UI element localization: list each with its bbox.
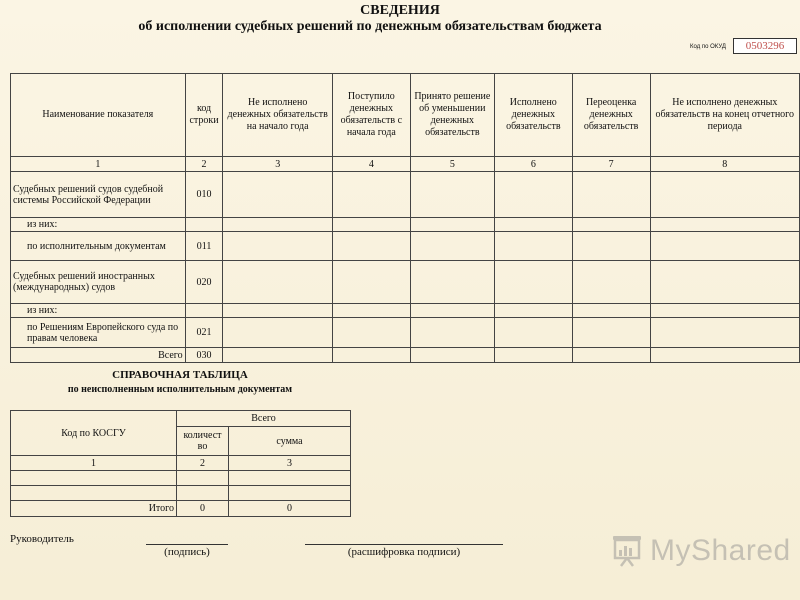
table-row: [11, 261, 800, 304]
value-cell: [650, 172, 799, 218]
value-cell: [494, 318, 572, 348]
row-name: Судебных решений иностранных (международных) судов: [11, 261, 186, 304]
value-cell: [572, 318, 650, 348]
table-header-row: [11, 74, 800, 157]
value-cell: [572, 348, 650, 363]
value-cell: [223, 304, 332, 318]
document-subtitle: об исполнении судебных решений по денежным обязательствам бюджета: [138, 19, 602, 34]
column-number: 1: [11, 157, 186, 172]
value-cell: [410, 232, 494, 261]
value-cell: [494, 348, 572, 363]
total-sum: 0: [229, 501, 351, 517]
reference-subtitle: по неисполненным исполнительным документам: [67, 384, 293, 395]
value-cell: [177, 471, 229, 486]
value-cell: [229, 486, 351, 501]
presentation-icon: [610, 534, 644, 568]
column-number: 6: [494, 157, 572, 172]
watermark-text: MyShared: [650, 534, 791, 567]
row-name: Всего: [11, 348, 186, 363]
signature-line: [146, 544, 228, 545]
total-label: Итого: [11, 501, 177, 517]
ref-number-row: [11, 456, 351, 471]
value-cell: [572, 218, 650, 232]
value-cell: [223, 261, 332, 304]
signature-label: Руководитель: [10, 533, 74, 545]
value-cell: [650, 261, 799, 304]
table-row: [11, 172, 800, 218]
okud-label: Код по ОКУД: [690, 44, 726, 50]
column-header: Поступило денежных обязательств с начала года: [332, 74, 410, 157]
value-cell: [332, 172, 410, 218]
value-cell: [177, 486, 229, 501]
total-header: Всего: [177, 411, 351, 427]
value-cell: [223, 348, 332, 363]
value-cell: [572, 261, 650, 304]
watermark-logo: [610, 534, 791, 568]
column-number: 1: [11, 456, 177, 471]
row-name: по Решениям Европейского суда по правам человека: [11, 318, 186, 348]
row-name: Судебных решений судов судебной системы Российской Федерации: [11, 172, 186, 218]
value-cell: [332, 261, 410, 304]
column-number: 2: [185, 157, 223, 172]
value-cell: [650, 218, 799, 232]
row-code: 030: [185, 348, 223, 363]
row-code: 011: [185, 232, 223, 261]
value-cell: [332, 348, 410, 363]
column-header: код строки: [185, 74, 223, 157]
total-row: [11, 501, 351, 517]
value-cell: [572, 232, 650, 261]
row-code: 020: [185, 261, 223, 304]
row-code: [185, 304, 223, 318]
main-table: [10, 73, 800, 363]
table-row: [11, 486, 351, 501]
value-cell: [229, 471, 351, 486]
row-name: из них:: [11, 304, 186, 318]
column-header: Не исполнено денежных обязательств на конец отчетного периода: [650, 74, 799, 157]
row-name: по исполнительным документам: [11, 232, 186, 261]
signature-caption: (подпись): [164, 546, 210, 558]
value-cell: [494, 261, 572, 304]
okud-code: 0503296: [733, 38, 797, 54]
column-number: 5: [410, 157, 494, 172]
table-row: [11, 232, 800, 261]
sum-header: сумма: [229, 427, 351, 456]
column-number: 8: [650, 157, 799, 172]
value-cell: [494, 232, 572, 261]
table-row: [11, 318, 800, 348]
value-cell: [223, 218, 332, 232]
value-cell: [650, 232, 799, 261]
value-cell: [572, 172, 650, 218]
kosgu-header: Код по КОСГУ: [11, 411, 177, 456]
table-row: [11, 471, 351, 486]
value-cell: [332, 218, 410, 232]
value-cell: [650, 318, 799, 348]
table-row: [11, 218, 800, 232]
total-count: 0: [177, 501, 229, 517]
reference-title: СПРАВОЧНАЯ ТАБЛИЦА: [112, 369, 248, 381]
value-cell: [650, 304, 799, 318]
ref-header-row: [11, 411, 351, 427]
table-row: [11, 304, 800, 318]
column-number: 3: [223, 157, 332, 172]
value-cell: [410, 261, 494, 304]
value-cell: [11, 471, 177, 486]
value-cell: [332, 304, 410, 318]
value-cell: [650, 348, 799, 363]
reference-table: [10, 410, 351, 517]
count-header: количест во: [177, 427, 229, 456]
value-cell: [410, 172, 494, 218]
column-number: 4: [332, 157, 410, 172]
column-header: Не исполнено денежных обязательств на начало года: [223, 74, 332, 157]
value-cell: [332, 318, 410, 348]
value-cell: [332, 232, 410, 261]
value-cell: [494, 172, 572, 218]
column-header: Исполнено денежных обязательств: [494, 74, 572, 157]
column-number-row: [11, 157, 800, 172]
value-cell: [223, 172, 332, 218]
value-cell: [410, 218, 494, 232]
value-cell: [494, 218, 572, 232]
value-cell: [223, 318, 332, 348]
value-cell: [572, 304, 650, 318]
column-header: Принято решение об уменьшении денежных обязательств: [410, 74, 494, 157]
table-row: [11, 348, 800, 363]
value-cell: [223, 232, 332, 261]
row-code: 010: [185, 172, 223, 218]
row-code: [185, 218, 223, 232]
decode-caption: (расшифровка подписи): [347, 546, 461, 558]
column-number: 7: [572, 157, 650, 172]
column-number: 3: [229, 456, 351, 471]
value-cell: [410, 304, 494, 318]
value-cell: [410, 348, 494, 363]
decode-line: [305, 544, 503, 545]
column-header: Переоценка денежных обязательств: [572, 74, 650, 157]
row-code: 021: [185, 318, 223, 348]
value-cell: [11, 486, 177, 501]
column-number: 2: [177, 456, 229, 471]
value-cell: [494, 304, 572, 318]
column-header: Наименование показателя: [11, 74, 186, 157]
row-name: из них:: [11, 218, 186, 232]
document-title: СВЕДЕНИЯ: [360, 3, 440, 18]
value-cell: [410, 318, 494, 348]
